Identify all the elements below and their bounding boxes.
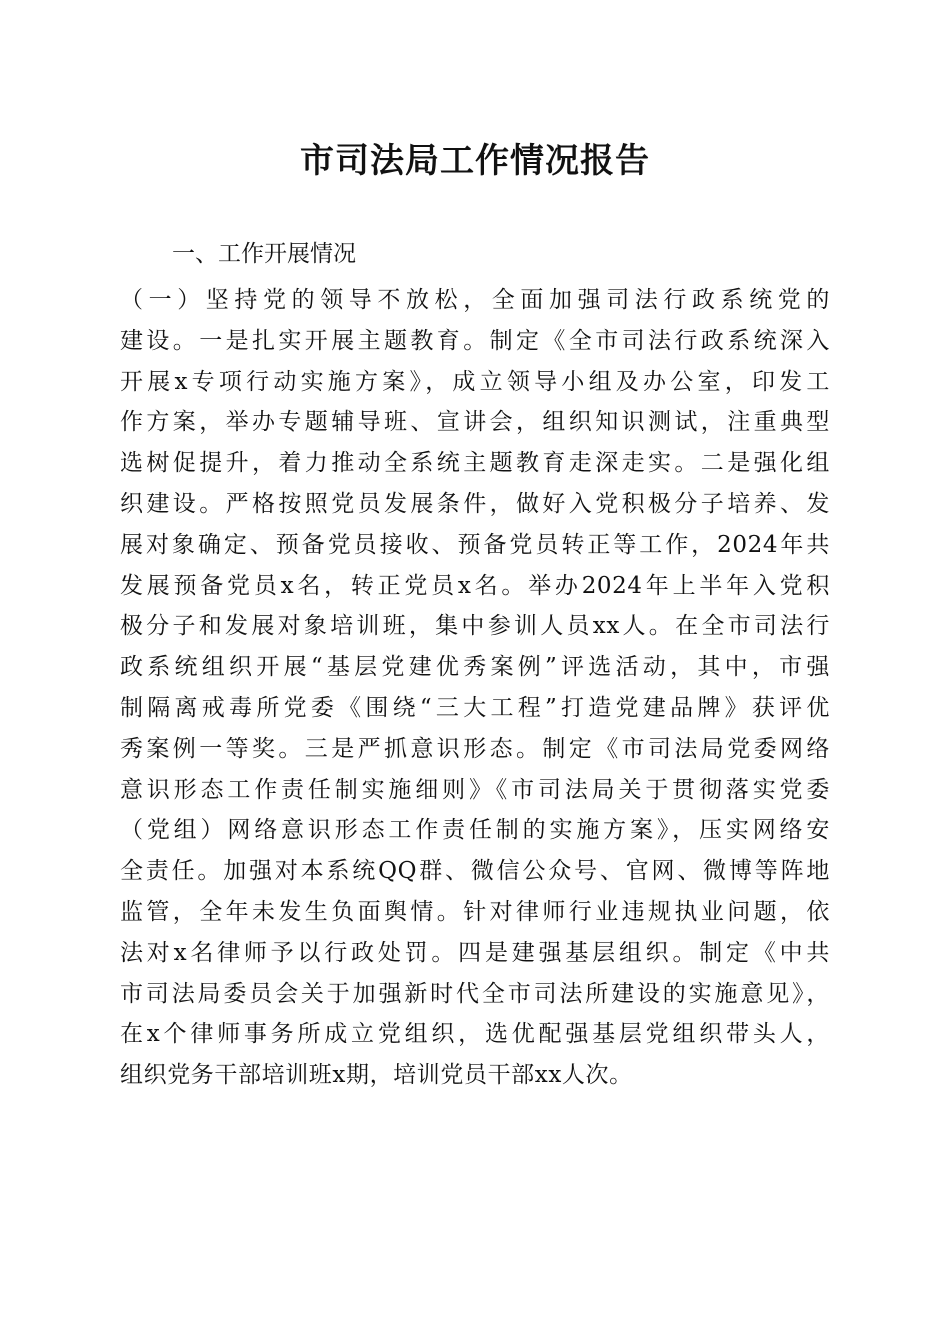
paragraph-line: 开展x专项行动实施方案》，成立领导小组及办公室，印发工 — [120, 368, 830, 395]
paragraph-line: 制隔离戒毒所党委《围绕“三大工程”打造党建品牌》获评优 — [120, 694, 830, 721]
paragraph-line: 秀案例一等奖。三是严抓意识形态。制定《市司法局党委网络 — [120, 735, 830, 762]
section-heading: 一、工作开展情况 — [172, 241, 356, 267]
paragraph-line: 建设。一是扎实开展主题教育。制定《全市司法行政系统深入 — [120, 327, 830, 354]
paragraph-line: 法对x名律师予以行政处罚。四是建强基层组织。制定《中共 — [120, 939, 830, 966]
paragraph-line: 市司法局委员会关于加强新时代全市司法所建设的实施意见》， — [120, 980, 830, 1007]
paragraph-line: 意识形态工作责任制实施细则》《市司法局关于贯彻落实党委 — [120, 776, 830, 803]
paragraph-line: 政系统组织开展“基层党建优秀案例”评选活动，其中，市强 — [120, 654, 830, 681]
paragraph-line: 选树促提升，着力推动全系统主题教育走深走实。二是强化组 — [120, 450, 830, 477]
paragraph-line: 织建设。严格按照党员发展条件，做好入党积极分子培养、发 — [120, 490, 830, 517]
paragraph-line: 作方案，举办专题辅导班、宣讲会，组织知识测试，注重典型 — [120, 409, 830, 436]
document-title: 市司法局工作情况报告 — [300, 141, 650, 181]
paragraph-line: 组织党务干部培训班x期，培训党员干部xx人次。 — [120, 1062, 633, 1089]
paragraph-line: （党组）网络意识形态工作责任制的实施方案》，压实网络安 — [120, 817, 830, 844]
paragraph-line: 全责任。加强对本系统QQ群、微信公众号、官网、微博等阵地 — [120, 858, 830, 885]
body-paragraph — [120, 280, 830, 1096]
paragraph-line: 在x个律师事务所成立党组织，选优配强基层党组织带头人， — [120, 1021, 830, 1048]
paragraph-line: 展对象确定、预备党员接收、预备党员转正等工作，2024年共 — [120, 531, 830, 558]
paragraph-line: （一）坚持党的领导不放松，全面加强司法行政系统党的 — [120, 287, 830, 313]
paragraph-line: 监管，全年未发生负面舆情。针对律师行业违规执业问题，依 — [120, 898, 830, 925]
paragraph-line: 发展预备党员x名，转正党员x名。举办2024年上半年入党积 — [120, 572, 830, 599]
paragraph-line: 极分子和发展对象培训班，集中参训人员xx人。在全市司法行 — [120, 613, 830, 640]
